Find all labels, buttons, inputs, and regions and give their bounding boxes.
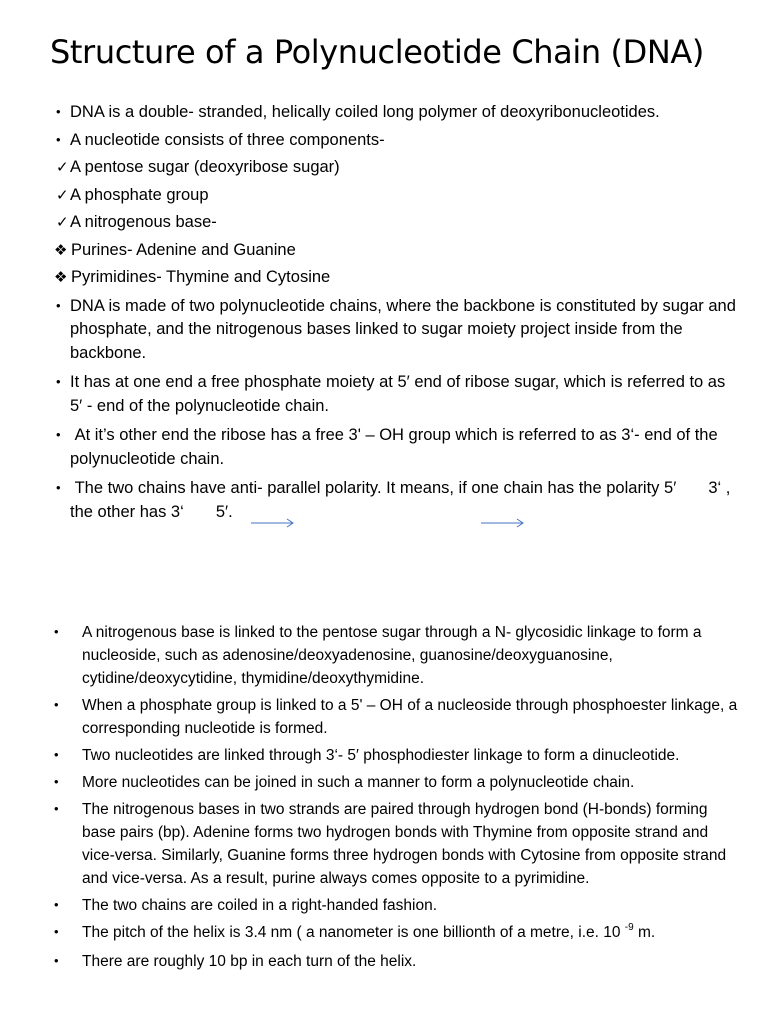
bullet-marker: • <box>54 801 59 816</box>
list-item-text: Two nucleotides are linked through 3‘- 5′ phosphodiester linkage to form a dinucleotide. <box>82 747 680 764</box>
list-item <box>52 295 742 366</box>
list-item-text: More nucleotides can be joined in such a manner to form a polynucleotide chain. <box>82 774 635 791</box>
bullet-marker: • <box>54 697 59 712</box>
checkmark-icon: ✓ <box>56 214 69 231</box>
list-item <box>52 129 742 153</box>
list-item <box>52 477 742 524</box>
list-item <box>52 921 742 946</box>
bullet-marker: • <box>54 624 59 639</box>
pitch-exponent: -9 <box>624 922 634 933</box>
bullet-marker: • <box>56 297 61 313</box>
upper-bullet-list <box>52 101 742 524</box>
bullet-marker: • <box>54 953 59 968</box>
list-item <box>52 266 742 290</box>
list-item-text: There are roughly 10 bp in each turn of the helix. <box>82 953 417 970</box>
list-item <box>52 184 742 208</box>
list-item <box>52 239 742 263</box>
list-item-text: It has at one end a free phosphate moiety at 5′ end of ribose sugar, which is referred to as 5′ - end of the polynucleotide chain. <box>70 373 726 415</box>
right-arrow-icon <box>480 516 526 530</box>
bullet-marker: • <box>54 924 59 939</box>
list-item-text: Purines- Adenine and Guanine <box>71 240 296 259</box>
list-item-text: DNA is made of two polynucleotide chains, where the backbone is constituted by sugar and phosphate, and the nitrogenous bases linked to sugar moiety project inside from the backbone. <box>70 296 736 362</box>
bullet-marker: • <box>56 374 61 389</box>
list-item <box>52 211 742 235</box>
bullet-marker: • <box>56 480 61 495</box>
list-item <box>52 156 742 180</box>
list-item-text: A nucleotide consists of three components- <box>70 130 385 149</box>
diamond-bullet-icon: ❖ <box>54 241 68 259</box>
list-item <box>52 744 742 767</box>
list-item-text: A nitrogenous base- <box>70 213 217 231</box>
list-item-text: The nitrogenous bases in two strands are paired through hydrogen bond (H-bonds) forming base pairs (bp). Adenine forms two hydrogen bonds with Thymine from opposite strand and vice-versa. Similarly, Guanine forms three hydrogen bonds with Cytosine from opposite strand and vice-versa. As a result, purine always comes opposite to a pyrimidine. <box>82 801 727 887</box>
list-item <box>52 621 742 690</box>
list-item <box>52 424 742 471</box>
list-item <box>52 950 742 973</box>
list-item <box>52 771 742 794</box>
list-item-text: A nitrogenous base is linked to the pentose sugar through a N- glycosidic linkage to form a nucleoside, such as adenosine/deoxyadenosine, guanosine/deoxyguanosine, cytidine/deoxycytidine, thymidine/deoxythymidine. <box>82 624 702 687</box>
list-item <box>52 371 742 418</box>
checkmark-icon: ✓ <box>56 159 69 176</box>
list-item-text: When a phosphate group is linked to a 5' – OH of a nucleoside through phosphoester linkage, a corresponding nucleotide is formed. <box>82 697 738 737</box>
list-item-text: A phosphate group <box>70 185 209 204</box>
list-item-text: The two chains have anti- parallel polarity. It means, if one chain has the polarity 5′ 3‘ , the other has 3‘ 5′. <box>70 479 735 521</box>
checkmark-icon: ✓ <box>56 186 69 204</box>
bullet-marker: • <box>56 427 61 442</box>
bullet-marker: • <box>56 104 61 119</box>
list-item-text: DNA is a double- stranded, helically coiled long polymer of deoxyribonucleotides. <box>70 103 660 121</box>
bullet-marker: • <box>54 897 59 912</box>
diamond-bullet-icon: ❖ <box>54 269 68 286</box>
pitch-tail: m. <box>633 924 656 941</box>
list-item <box>52 798 742 890</box>
list-item <box>52 101 742 125</box>
list-item-text: At it’s other end the ribose has a free 3' – OH group which is referred to as 3‘- end of the polynucleotide chain. <box>70 426 723 468</box>
bullet-marker: • <box>56 131 61 147</box>
bullet-marker: • <box>54 747 59 762</box>
list-item <box>52 894 742 917</box>
list-item-text: A pentose sugar (deoxyribose sugar) <box>70 158 340 176</box>
right-arrow-icon <box>250 516 296 530</box>
page-title: Structure of a Polynucleotide Chain (DNA) <box>50 33 704 71</box>
bullet-marker: • <box>54 774 59 789</box>
lower-bullet-list <box>52 621 742 977</box>
list-item <box>52 694 742 740</box>
list-item-text <box>82 921 742 946</box>
list-item-text: Pyrimidines- Thymine and Cytosine <box>71 268 331 286</box>
pitch-text: The pitch of the helix is 3.4 nm ( a nanometer is one billionth of a metre, i.e. 10 <box>82 924 621 941</box>
list-item-text: The two chains are coiled in a right-handed fashion. <box>82 897 437 914</box>
